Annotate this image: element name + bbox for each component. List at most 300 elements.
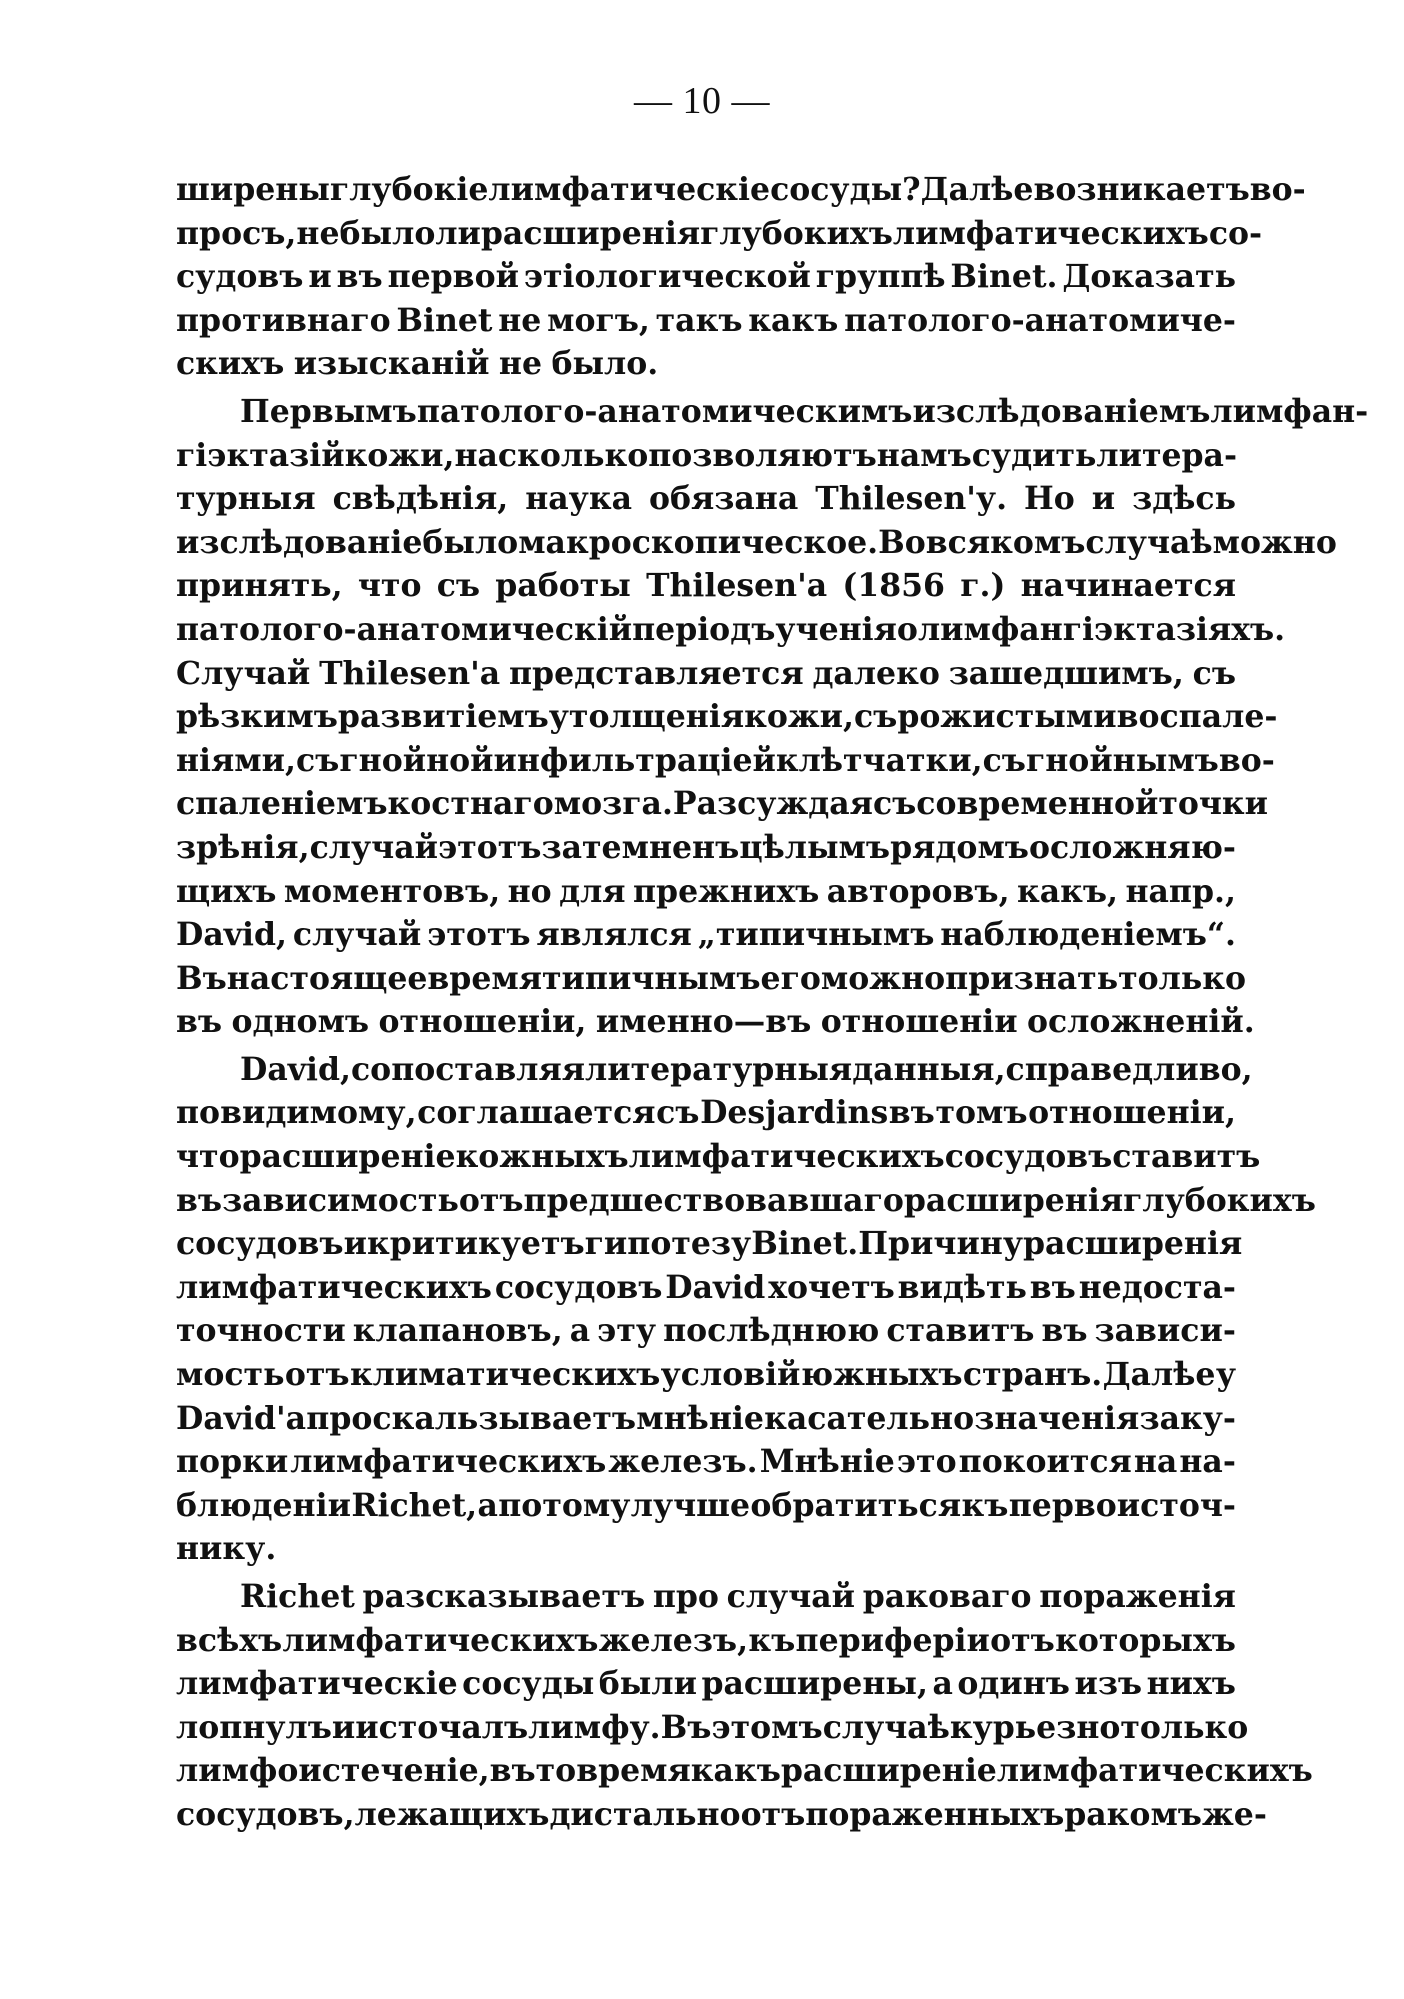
paragraph bbox=[176, 168, 1306, 386]
word: кожи, bbox=[744, 698, 854, 736]
word: во- bbox=[1218, 741, 1275, 779]
word: David'а bbox=[176, 1399, 307, 1437]
word: глубокихъ bbox=[1123, 1181, 1316, 1219]
text-line bbox=[176, 1353, 1236, 1397]
word: изъ bbox=[1074, 1665, 1143, 1703]
word: справедливо, bbox=[1005, 1050, 1253, 1088]
word: противнаго bbox=[176, 301, 391, 339]
word: его bbox=[760, 959, 821, 997]
text-line bbox=[176, 1091, 1236, 1135]
text-line bbox=[176, 913, 1236, 957]
word: сосудовъ bbox=[944, 1138, 1113, 1176]
body-text bbox=[176, 168, 1369, 1837]
word: инфильтраціей bbox=[493, 741, 776, 779]
word: намъ bbox=[876, 436, 972, 474]
paragraph bbox=[176, 1048, 1316, 1571]
word: хочетъ bbox=[768, 1268, 895, 1306]
word: зашедшимъ, bbox=[948, 654, 1184, 692]
text-line bbox=[176, 1484, 1236, 1528]
word: изслѣдованіе bbox=[176, 523, 423, 561]
word: мозга. bbox=[553, 785, 673, 823]
word: Далѣе bbox=[920, 171, 1034, 208]
word: отъ bbox=[740, 1795, 806, 1833]
word: изслѣдованіемъ bbox=[912, 392, 1211, 430]
word: о bbox=[896, 610, 918, 648]
word: первой bbox=[387, 258, 519, 296]
word: Доказать bbox=[1062, 258, 1236, 296]
word: ставитъ bbox=[886, 1312, 1035, 1350]
word: глубокихъ bbox=[700, 214, 893, 252]
word: нихъ bbox=[1146, 1665, 1236, 1703]
word: турныя bbox=[176, 480, 316, 518]
word: начинается bbox=[1020, 567, 1236, 605]
word: въ bbox=[176, 1003, 223, 1041]
word: далеко bbox=[812, 654, 940, 692]
text-line bbox=[176, 1179, 1316, 1223]
word: точности bbox=[176, 1312, 346, 1350]
word: Thilesen'у. bbox=[815, 480, 1008, 518]
word: пораженія bbox=[1039, 1578, 1236, 1615]
word: ли bbox=[435, 214, 481, 252]
word: на bbox=[1133, 1443, 1178, 1481]
text-line bbox=[176, 1000, 1255, 1044]
word: мнѣніе bbox=[636, 1399, 764, 1437]
word: дистально bbox=[549, 1795, 741, 1833]
word: лимфан- bbox=[1210, 392, 1369, 430]
word: Binet. bbox=[950, 258, 1058, 296]
word: же- bbox=[1201, 1795, 1267, 1833]
word: являлся bbox=[536, 916, 692, 954]
text-line bbox=[176, 695, 1278, 739]
word: касательно bbox=[764, 1399, 975, 1437]
word: повидимому, bbox=[176, 1094, 417, 1132]
word: къ bbox=[748, 1621, 796, 1659]
word: отъ bbox=[284, 1356, 350, 1394]
word: макроскопическое. bbox=[518, 523, 879, 561]
word: судить bbox=[971, 436, 1097, 474]
word: представляется bbox=[509, 654, 804, 692]
word: сосудовъ, bbox=[176, 1795, 355, 1833]
word: отъ bbox=[990, 1621, 1055, 1659]
word: принять, bbox=[176, 567, 343, 605]
text-line bbox=[176, 477, 1236, 521]
word: блюденіи bbox=[176, 1486, 351, 1524]
word: отношеніи, bbox=[1028, 1094, 1236, 1132]
paragraph bbox=[176, 1575, 1313, 1837]
word: лимфатическіе bbox=[176, 1665, 458, 1703]
word: было. bbox=[551, 345, 659, 383]
text-line bbox=[176, 1440, 1236, 1484]
word: костнаго bbox=[387, 785, 554, 823]
word: железъ. bbox=[608, 1443, 758, 1481]
word: какъ, bbox=[1016, 872, 1119, 910]
text-line bbox=[176, 1619, 1236, 1663]
word: затемненъ bbox=[541, 828, 740, 866]
word: съ bbox=[1192, 654, 1236, 692]
word: возникаетъ bbox=[1033, 171, 1250, 208]
word: было bbox=[422, 523, 519, 561]
word: пораженныхъ bbox=[805, 1795, 1065, 1833]
text-line bbox=[176, 826, 1236, 870]
word: наука bbox=[525, 480, 633, 518]
word: расширенія bbox=[903, 1181, 1124, 1219]
word: потому bbox=[498, 1486, 631, 1524]
word: во- bbox=[1249, 171, 1306, 208]
text-line bbox=[176, 1575, 1236, 1619]
word: скихъ bbox=[176, 345, 285, 383]
word: что bbox=[357, 567, 422, 605]
word: прежнихъ bbox=[632, 872, 820, 910]
text-line bbox=[176, 1266, 1236, 1310]
word: David, bbox=[240, 1050, 351, 1088]
word: кожи, bbox=[344, 436, 455, 474]
word: патолого-анатомиче- bbox=[844, 301, 1236, 339]
word: одномъ bbox=[231, 1003, 370, 1041]
word: покоится bbox=[958, 1443, 1132, 1481]
word: съ bbox=[656, 1094, 700, 1132]
word: утолщенія bbox=[548, 698, 745, 736]
word: Причину bbox=[858, 1225, 1024, 1263]
word: судовъ bbox=[176, 258, 304, 296]
word: Thilesen'а bbox=[646, 567, 828, 605]
word: точки bbox=[1158, 785, 1269, 823]
word: лимфатическихъ bbox=[290, 1443, 607, 1481]
word: можно bbox=[820, 959, 946, 997]
text-line bbox=[176, 652, 1236, 696]
word: было bbox=[339, 214, 436, 252]
word: обязана bbox=[649, 480, 799, 518]
word: здѣсь bbox=[1132, 480, 1236, 518]
word: напр., bbox=[1125, 872, 1236, 910]
word: климатическихъ bbox=[349, 1356, 661, 1394]
word: значенія bbox=[974, 1399, 1140, 1437]
word: Далѣе bbox=[1102, 1356, 1216, 1394]
text-line bbox=[176, 434, 1236, 478]
word: разсказываетъ bbox=[362, 1578, 646, 1615]
word: случаѣ bbox=[822, 1708, 950, 1746]
word: это bbox=[896, 1443, 957, 1481]
word: на- bbox=[1179, 1443, 1236, 1481]
word: томъ bbox=[935, 1094, 1028, 1132]
word: David bbox=[665, 1268, 766, 1306]
word: видѣть bbox=[897, 1268, 1027, 1306]
word: къ bbox=[961, 1486, 1009, 1524]
word: можно bbox=[1212, 523, 1337, 561]
word: лимфатическихъ bbox=[176, 1268, 492, 1306]
word: просъ, bbox=[176, 214, 297, 252]
word: свѣдѣнія, bbox=[332, 480, 509, 518]
text-line bbox=[176, 782, 1269, 826]
word: лимфатическихъ bbox=[628, 1138, 945, 1176]
word: въ bbox=[1029, 1268, 1076, 1306]
word: именно—въ bbox=[595, 1003, 812, 1041]
word: отношеніи bbox=[820, 1003, 1018, 1041]
word: Разсуждая bbox=[672, 785, 873, 823]
word: лимфангіэктазіяхъ. bbox=[917, 610, 1286, 648]
text-line bbox=[176, 255, 1236, 299]
word: ученія bbox=[775, 610, 897, 648]
word: Мнѣніе bbox=[759, 1443, 895, 1481]
word: могъ, bbox=[547, 301, 650, 339]
word: соглашается bbox=[417, 1094, 656, 1132]
word: Случай bbox=[176, 654, 311, 692]
text-line bbox=[176, 212, 1263, 256]
text-line bbox=[176, 739, 1275, 783]
word: въ bbox=[1041, 1312, 1088, 1350]
word: лимфатическихъ bbox=[996, 1752, 1313, 1790]
word: патолого-анатомическимъ bbox=[416, 392, 913, 430]
word: въ bbox=[489, 1752, 536, 1790]
word: David, bbox=[176, 916, 287, 954]
word: въ bbox=[888, 1094, 935, 1132]
word: лимфоистеченіе, bbox=[176, 1752, 490, 1790]
word: всѣхъ bbox=[176, 1621, 283, 1659]
word: авторовъ, bbox=[826, 872, 1010, 910]
word: изысканій bbox=[293, 345, 490, 383]
word: щихъ bbox=[176, 872, 277, 910]
word: лимфатическихъ bbox=[282, 1621, 599, 1659]
word: признать bbox=[945, 959, 1119, 997]
word: эту bbox=[597, 1312, 657, 1350]
word: данныя, bbox=[852, 1050, 1006, 1088]
word: Но bbox=[1024, 480, 1075, 518]
word: періодъ bbox=[632, 610, 776, 648]
word: литературныя bbox=[585, 1050, 853, 1088]
text-line bbox=[176, 1222, 1243, 1266]
word: со- bbox=[1208, 214, 1263, 252]
word: типичнымъ bbox=[542, 959, 761, 997]
word: наблюденіемъ“. bbox=[940, 916, 1236, 954]
word: расширеніе bbox=[780, 1752, 997, 1790]
word: время bbox=[576, 1752, 691, 1790]
word: этотъ bbox=[438, 828, 542, 866]
text-line bbox=[176, 1749, 1313, 1793]
word: а bbox=[932, 1665, 953, 1703]
word: въ bbox=[336, 258, 383, 296]
text-line bbox=[176, 299, 1236, 343]
word: какъ bbox=[748, 301, 839, 339]
word: ракомъ bbox=[1064, 1795, 1202, 1833]
word: гипотезу bbox=[584, 1225, 752, 1263]
word: ставитъ bbox=[1112, 1138, 1261, 1176]
word: патолого-анатомическій bbox=[176, 610, 633, 648]
word: развитіемъ bbox=[337, 698, 549, 736]
text-line bbox=[176, 1309, 1236, 1353]
word: не bbox=[296, 214, 340, 252]
word: Во bbox=[878, 523, 926, 561]
word: работы bbox=[495, 567, 631, 605]
word: то bbox=[535, 1752, 577, 1790]
word: клѣтчатки, bbox=[775, 741, 983, 779]
word: Desjardins bbox=[700, 1094, 889, 1132]
word: условій bbox=[660, 1356, 801, 1394]
word: порки bbox=[176, 1443, 289, 1481]
word: расширенія bbox=[1023, 1225, 1243, 1263]
word: сопоставляя bbox=[351, 1050, 586, 1088]
word: которыхъ bbox=[1055, 1621, 1236, 1659]
word: предшествовавшаго bbox=[523, 1181, 904, 1219]
word: съ bbox=[982, 741, 1026, 779]
word: г.) bbox=[960, 567, 1006, 605]
word: Richet, bbox=[351, 1486, 478, 1524]
word: Въ bbox=[660, 1708, 712, 1746]
word: этомъ bbox=[711, 1708, 823, 1746]
word: моментовъ, bbox=[283, 872, 501, 910]
word: всякомъ bbox=[925, 523, 1086, 561]
word: съ bbox=[872, 785, 917, 823]
text-line bbox=[176, 342, 1236, 386]
text-line bbox=[176, 608, 1286, 652]
word: обратиться bbox=[750, 1486, 962, 1524]
word: позволяютъ bbox=[648, 436, 877, 474]
word: но bbox=[507, 872, 552, 910]
word: расширены, bbox=[701, 1665, 928, 1703]
word: раковаго bbox=[862, 1578, 1032, 1615]
word: у bbox=[1215, 1356, 1236, 1394]
word: рядомъ bbox=[890, 828, 1029, 866]
word: лимфатическіе bbox=[488, 171, 771, 208]
word: послѣднюю bbox=[663, 1312, 880, 1350]
text-line bbox=[176, 1135, 1261, 1179]
word: этіологической bbox=[523, 258, 811, 296]
word: лежащихъ bbox=[354, 1795, 550, 1833]
word: были bbox=[598, 1665, 697, 1703]
word: для bbox=[559, 872, 626, 910]
word: рѣзкимъ bbox=[176, 698, 338, 736]
text-line bbox=[176, 870, 1236, 914]
word: случаѣ bbox=[1085, 523, 1213, 561]
word: сосудовъ bbox=[176, 1225, 344, 1263]
word: ширены bbox=[176, 171, 330, 208]
word: сосудовъ bbox=[494, 1268, 663, 1306]
word: съ bbox=[436, 567, 481, 605]
word: лопнулъ bbox=[176, 1708, 332, 1746]
word: отношеніи, bbox=[378, 1003, 587, 1041]
word: случай bbox=[726, 1578, 856, 1615]
word: этотъ bbox=[427, 916, 531, 954]
word: съ bbox=[296, 741, 340, 779]
word: рожистыми bbox=[897, 698, 1117, 736]
word: первоисточ- bbox=[1008, 1486, 1236, 1524]
word: какъ bbox=[690, 1752, 781, 1790]
text-line bbox=[176, 390, 1369, 434]
text-line bbox=[176, 564, 1236, 608]
word: а bbox=[569, 1312, 591, 1350]
word: (1856 bbox=[842, 567, 945, 605]
word: только bbox=[1118, 959, 1246, 997]
word: сосуды? bbox=[770, 171, 921, 208]
word: странъ. bbox=[962, 1356, 1103, 1394]
word: Binet. bbox=[751, 1225, 859, 1263]
word: нику. bbox=[176, 1530, 277, 1568]
word: периферіи bbox=[795, 1621, 990, 1659]
text-line bbox=[176, 1706, 1249, 1750]
word: железъ, bbox=[598, 1621, 749, 1659]
text-line bbox=[176, 521, 1337, 565]
word: и bbox=[308, 258, 332, 296]
text-line bbox=[176, 1662, 1236, 1706]
page-number: — 10 — bbox=[634, 80, 770, 122]
text-line bbox=[176, 1527, 1236, 1571]
word: источалъ bbox=[355, 1708, 529, 1746]
word: одинъ bbox=[957, 1665, 1070, 1703]
word: критикуетъ bbox=[366, 1225, 585, 1263]
word: Thilesen'а bbox=[319, 654, 501, 692]
word: не bbox=[498, 301, 542, 339]
word: зрѣнія, bbox=[176, 828, 310, 866]
word: расширенія bbox=[480, 214, 701, 252]
text-line bbox=[176, 1793, 1267, 1837]
text-line bbox=[176, 168, 1306, 212]
word: не bbox=[498, 345, 543, 383]
word: про bbox=[652, 1578, 719, 1615]
text-line bbox=[176, 1048, 1253, 1092]
word: насколько bbox=[454, 436, 649, 474]
word: гнойной bbox=[339, 741, 494, 779]
word: и bbox=[343, 1225, 367, 1263]
word: отъ bbox=[458, 1181, 524, 1219]
word: клапановъ, bbox=[352, 1312, 563, 1350]
word: и bbox=[331, 1708, 356, 1746]
word: кожныхъ bbox=[455, 1138, 629, 1176]
word: „типичнымъ bbox=[697, 916, 935, 954]
word: въ bbox=[176, 1181, 223, 1219]
word: курьезно bbox=[949, 1708, 1121, 1746]
word: случай bbox=[309, 828, 438, 866]
word: сосуды bbox=[462, 1665, 595, 1703]
word: Первымъ bbox=[240, 392, 417, 430]
word: южныхъ bbox=[800, 1356, 963, 1394]
word: литера- bbox=[1096, 436, 1238, 474]
word: Въ bbox=[176, 959, 227, 997]
text-line bbox=[176, 1397, 1236, 1441]
word: заку- bbox=[1139, 1399, 1236, 1437]
word: проскальзываетъ bbox=[306, 1399, 637, 1437]
word: мость bbox=[176, 1356, 285, 1394]
word: глубокіе bbox=[329, 171, 489, 208]
word: случай bbox=[292, 916, 422, 954]
text-line bbox=[176, 957, 1246, 1001]
word: только bbox=[1120, 1708, 1249, 1746]
word: гнойнымъ bbox=[1025, 741, 1219, 779]
paragraph bbox=[176, 390, 1369, 1044]
word: настоящее bbox=[226, 959, 428, 997]
word: время bbox=[427, 959, 543, 997]
word: воспале- bbox=[1116, 698, 1278, 736]
word: лучше bbox=[630, 1486, 751, 1524]
word: а bbox=[477, 1486, 498, 1524]
word: недоста- bbox=[1078, 1268, 1236, 1306]
word: осложняю- bbox=[1029, 828, 1236, 866]
word: что bbox=[176, 1138, 240, 1176]
word: Binet bbox=[396, 301, 493, 339]
word: такъ bbox=[655, 301, 743, 339]
word: современной bbox=[916, 785, 1159, 823]
word: цѣлымъ bbox=[739, 828, 891, 866]
word: спаленіемъ bbox=[176, 785, 388, 823]
word: и bbox=[1091, 480, 1116, 518]
word: Richet bbox=[240, 1578, 355, 1615]
word: лимфатическихъ bbox=[892, 214, 1209, 252]
word: зависимость bbox=[222, 1181, 459, 1219]
word: лимфу. bbox=[528, 1708, 661, 1746]
word: съ bbox=[854, 698, 898, 736]
word: группѣ bbox=[815, 258, 946, 296]
word: расширеніе bbox=[239, 1138, 456, 1176]
word: ніями, bbox=[176, 741, 296, 779]
word: гіэктазій bbox=[176, 436, 345, 474]
word: зависи- bbox=[1094, 1312, 1236, 1350]
